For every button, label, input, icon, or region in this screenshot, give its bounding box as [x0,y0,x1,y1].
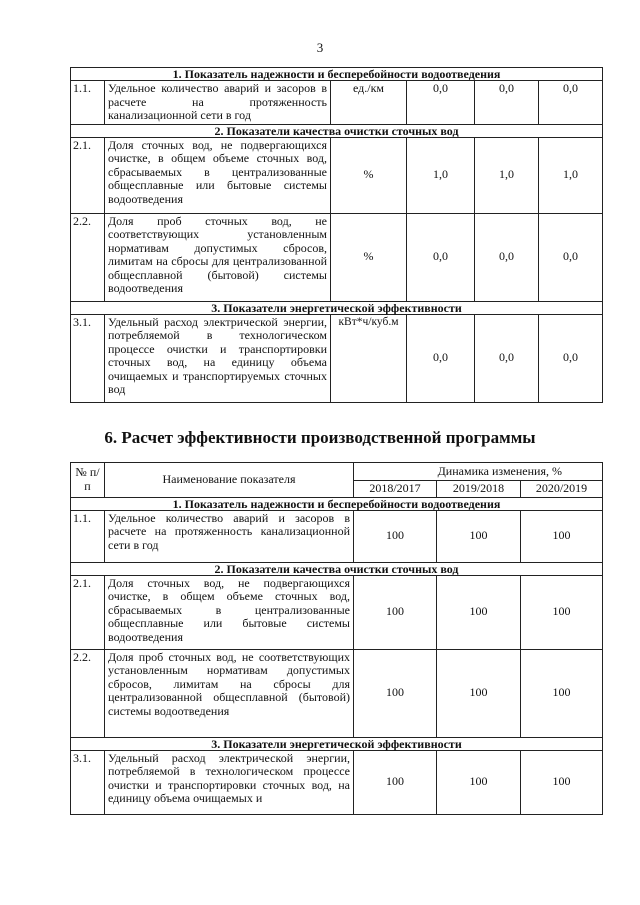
row-number: 2.2. [71,649,105,737]
efficiency-table [70,462,603,815]
row-number: 1.1. [71,81,105,125]
indicators-table [70,67,603,403]
header-year: 2019/2018 [437,481,521,498]
section-row [71,124,603,137]
value-cell: 100 [354,510,437,562]
indicator-name: Удельный расход электрической энергии, потребляемой в технологическом процессе очистки и транспортировки сточных вод, на единицу объема очищаемых и транспортируемых сточных вод [105,314,331,402]
value-cell: 0,0 [539,81,603,125]
row-number: 1.1. [71,510,105,562]
value-cell: 0,0 [407,81,475,125]
header-year: 2020/2019 [521,481,603,498]
section-row [71,562,603,575]
indicator-name: Удельный расход электрической энергии, потребляемой в технологическом процессе очистки и транспортировки сточных вод, на единицу объема очищаемых и [105,750,354,814]
section-title: 2. Показатели качества очистки сточных вод [71,124,603,137]
value-cell: 100 [521,649,603,737]
indicator-name: Доля сточных вод, не подвергающихся очистке, в общем объеме сточных вод, сбрасываемых в централизованные общесплавные или бытовые системы водоотведения [105,575,354,649]
header-row [71,463,603,481]
indicator-name: Доля проб сточных вод, не соответствующих установленным нормативам допустимых сбросов, лимитам на сбросы для централизованной общесплавной (бытовой) системы водоотведения [105,213,331,301]
value-cell: 100 [354,750,437,814]
value-cell: 0,0 [407,213,475,301]
header-indicator: Наименование показателя [105,463,354,498]
section-row [71,68,603,81]
value-cell: 100 [521,575,603,649]
unit-cell: % [331,137,407,213]
value-cell: 100 [437,575,521,649]
table-row [71,213,603,301]
row-number: 2.2. [71,213,105,301]
value-cell: 0,0 [475,81,539,125]
unit-cell: кВт*ч/куб.м [331,314,407,402]
section-title: 2. Показатели качества очистки сточных вод [71,562,603,575]
table-row [71,81,603,125]
section-title: 3. Показатели энергетической эффективности [71,301,603,314]
value-cell: 1,0 [539,137,603,213]
table-row [71,137,603,213]
indicator-name: Удельное количество аварий и засоров в расчете на протяженность канализационной сети в год [105,81,331,125]
table-row [71,314,603,402]
value-cell: 0,0 [539,314,603,402]
value-cell: 1,0 [407,137,475,213]
value-cell: 0,0 [407,314,475,402]
table-row [71,750,603,814]
indicator-name: Доля сточных вод, не подвергающихся очистке, в общем объеме сточных вод, сбрасываемых в централизованные общесплавные или бытовые системы водоотведения [105,137,331,213]
value-cell: 0,0 [475,213,539,301]
table-row [71,510,603,562]
section-heading: 6. Расчет эффективности производственной программы [104,428,536,447]
page-number: 3 [316,40,324,55]
section-title: 3. Показатели энергетической эффективности [71,737,603,750]
section-title: 1. Показатель надежности и бесперебойности водоотведения [71,68,603,81]
section-title: 1. Показатель надежности и бесперебойности водоотведения [71,497,603,510]
section-row [71,737,603,750]
indicator-name: Доля проб сточных вод, не соответствующих установленным нормативам допустимых сбросов, лимитам на сбросы для централизованной общесплавной (бытовой) системы водоотведения [105,649,354,737]
row-number: 3.1. [71,750,105,814]
header-dynamics: Динамика изменения, % [354,463,603,481]
row-number: 3.1. [71,314,105,402]
value-cell: 0,0 [475,314,539,402]
value-cell: 100 [437,649,521,737]
row-number: 2.1. [71,575,105,649]
row-number: 2.1. [71,137,105,213]
value-cell: 100 [354,575,437,649]
table-row [71,649,603,737]
value-cell: 0,0 [539,213,603,301]
header-year: 2018/2017 [354,481,437,498]
indicator-name: Удельное количество аварий и засоров в расчете на протяженность канализационной сети в год [105,510,354,562]
value-cell: 100 [354,649,437,737]
unit-cell: % [331,213,407,301]
value-cell: 100 [521,510,603,562]
header-num: № п/п [71,463,105,498]
value-cell: 100 [437,510,521,562]
value-cell: 1,0 [475,137,539,213]
unit-cell: ед./км [331,81,407,125]
section-row [71,497,603,510]
value-cell: 100 [437,750,521,814]
value-cell: 100 [521,750,603,814]
table-row [71,575,603,649]
section-row [71,301,603,314]
